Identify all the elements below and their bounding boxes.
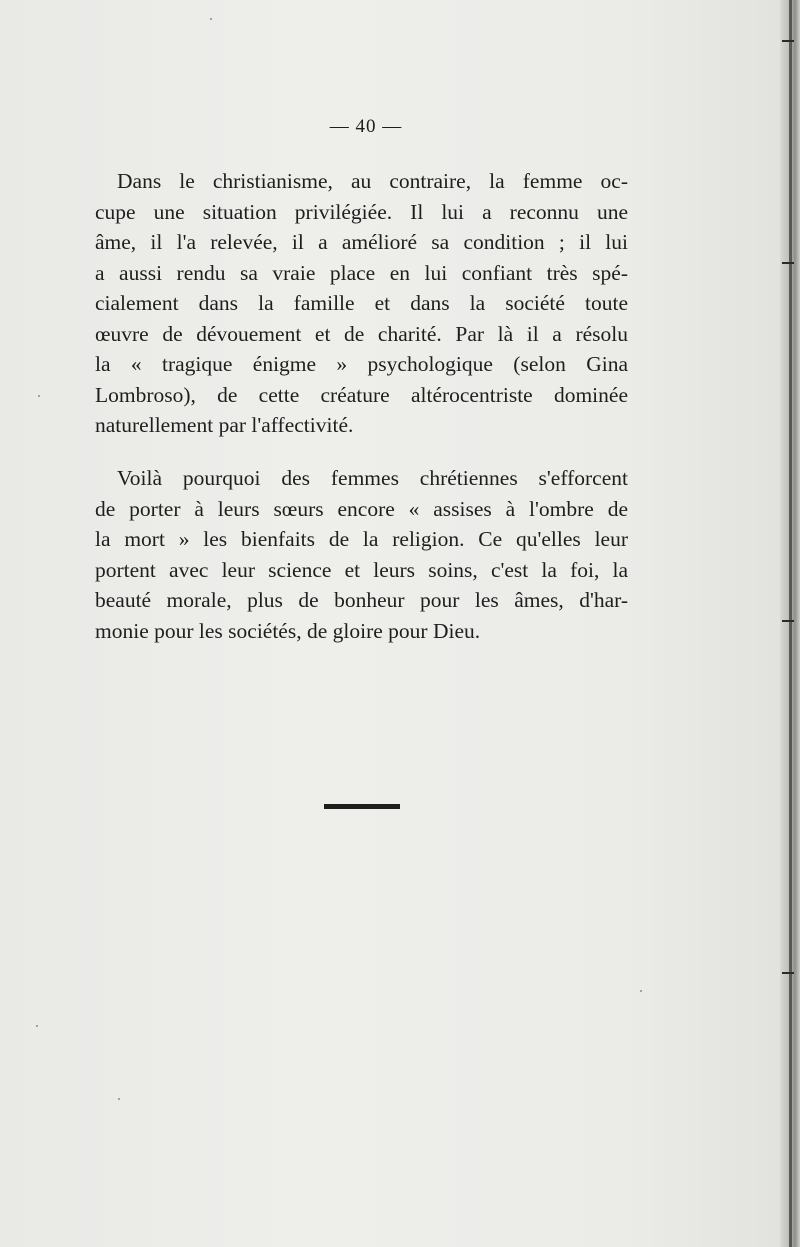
page-edge <box>780 0 800 1247</box>
text-line: Dans le christianisme, au contraire, la femme oc- <box>117 169 628 193</box>
text-line: la « tragique énigme » psychologique (selon Gina <box>95 352 628 376</box>
edge-tick <box>782 262 794 264</box>
text-line: cupe une situation privilégiée. Il lui a reconnu une <box>95 199 628 224</box>
text-line: portent avec leur science et leurs soins, c'est la foi, la <box>95 557 628 582</box>
edge-tick <box>782 972 794 974</box>
end-rule <box>324 804 400 809</box>
text-line: de porter à leurs sœurs encore « assises à l'ombre de <box>95 496 628 521</box>
text-line: a aussi rendu sa vraie place en lui confiant très spé- <box>95 260 628 285</box>
text-line: Voilà pourquoi des femmes chrétiennes s'efforcent <box>117 466 628 490</box>
text-line: Lombroso), de cette créature altérocentriste dominée <box>95 382 628 407</box>
paper-speck <box>210 18 212 20</box>
text-line: œuvre de dévouement et de charité. Par là il a résolu <box>95 321 628 346</box>
edge-line <box>789 0 792 1247</box>
paragraph-1 <box>95 166 628 441</box>
page-number: — 40 — <box>329 116 403 137</box>
text-line: cialement dans la famille et dans la société toute <box>95 291 628 315</box>
text-line: naturellement par l'affectivité. <box>95 413 354 437</box>
text-line: la mort » les bienfaits de la religion. Ce qu'elles leur <box>95 527 628 551</box>
text-line: beauté morale, plus de bonheur pour les âmes, d'har- <box>95 588 628 612</box>
paragraph-2 <box>95 463 628 646</box>
edge-tick <box>782 620 794 622</box>
paper-speck <box>36 1025 38 1027</box>
paper-speck <box>38 395 40 397</box>
paper-speck <box>118 1098 120 1100</box>
text-line: monie pour les sociétés, de gloire pour Dieu. <box>95 618 481 643</box>
text-line: âme, il l'a relevée, il a amélioré sa condition ; il lui <box>95 230 628 254</box>
edge-tick <box>782 40 794 42</box>
paper-speck <box>640 990 642 992</box>
